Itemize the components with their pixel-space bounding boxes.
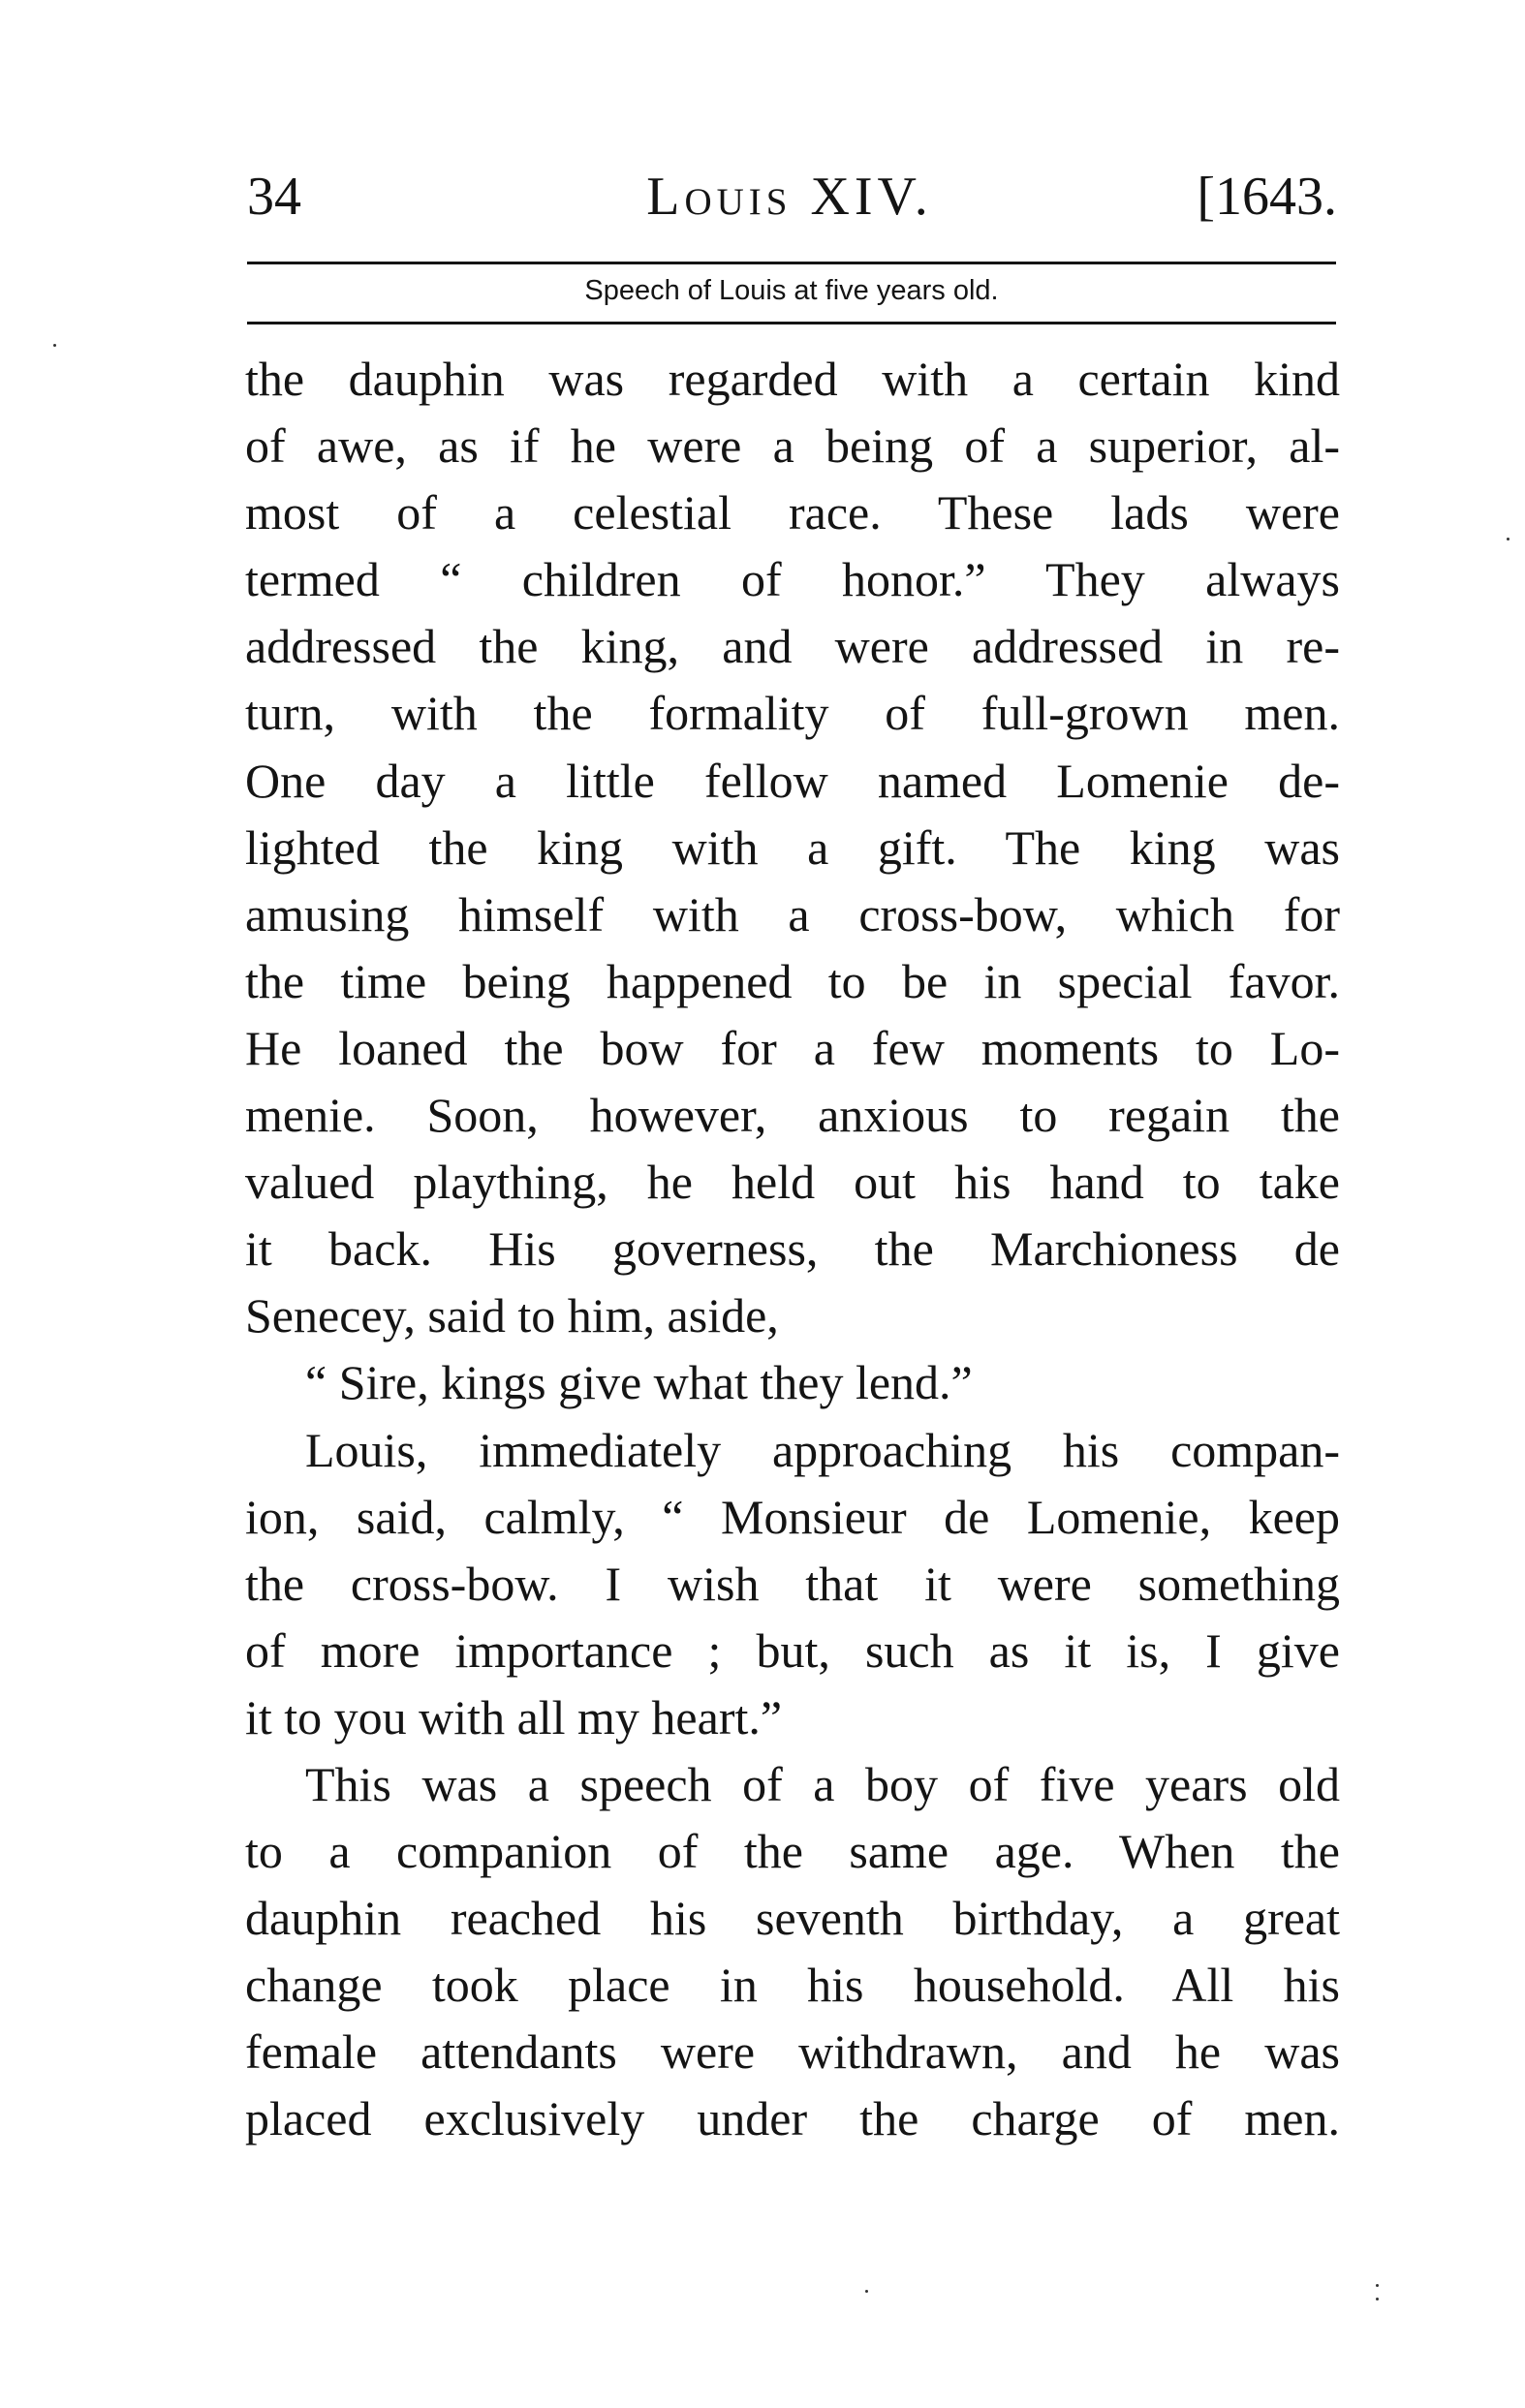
text-line: Louis, immediately approaching his compan- (305, 1422, 1340, 1477)
scan-speck (53, 344, 56, 347)
text-line: it back. His governess, the Marchioness de (245, 1221, 1340, 1277)
text-line: of awe, as if he were a being of a superior, al- (245, 418, 1340, 474)
text-line: turn, with the formality of full-grown men. (245, 686, 1340, 741)
scan-speck (1376, 2284, 1379, 2287)
text-line: dauphin reached his seventh birthday, a great (245, 1891, 1340, 1946)
page-number: 34 (247, 167, 301, 227)
header-rule-top (247, 262, 1336, 264)
text-line: placed exclusively under the charge of men. (245, 2091, 1340, 2146)
scan-speck (865, 2290, 868, 2293)
text-line: addressed the king, and were addressed in re- (245, 619, 1340, 674)
text-line: Senecey, said to him, aside, (245, 1288, 779, 1343)
header-rule-bottom (247, 322, 1336, 324)
text-line: valued plaything, he held out his hand to take (245, 1155, 1340, 1210)
header-year: [1643. (1197, 167, 1337, 227)
text-line: it to you with all my heart.” (245, 1689, 783, 1744)
text-line: change took place in his household. All his (245, 1958, 1340, 2013)
text-line: lighted the king with a gift. The king was (245, 819, 1340, 875)
text-line: menie. Soon, however, anxious to regain the (245, 1088, 1340, 1143)
text-line: ion, said, calmly, “ Monsieur de Lomenie, keep (245, 1489, 1340, 1544)
text-line: of more importance ; but, such as it is, I give (245, 1622, 1340, 1678)
text-line: “ Sire, kings give what they lend.” (305, 1355, 973, 1410)
text-line: most of a celestial race. These lads were (245, 485, 1340, 540)
text-line: the time being happened to be in special favor. (245, 953, 1340, 1008)
text-line: termed “ children of honor.” They always (245, 552, 1340, 607)
body-text (245, 346, 1340, 2153)
text-line: amusing himself with a cross-bow, which for (245, 886, 1340, 942)
text-line: female attendants were withdrawn, and he was (245, 2024, 1340, 2080)
text-line: This was a speech of a boy of five years old (305, 1756, 1340, 1811)
text-line: One day a little fellow named Lomenie de- (245, 753, 1340, 808)
scan-speck (1376, 2298, 1379, 2300)
text-line: the dauphin was regarded with a certain kind (245, 352, 1340, 406)
text-line: He loaned the bow for a few moments to Lo- (245, 1020, 1340, 1075)
section-subheading: Speech of Louis at five years old. (584, 275, 999, 306)
running-header (242, 163, 1337, 231)
running-title: Louis XIV. (646, 167, 933, 227)
scan-speck (1507, 538, 1509, 540)
text-line: the cross-bow. I wish that it were something (245, 1556, 1340, 1611)
text-line: to a companion of the same age. When the (245, 1824, 1340, 1879)
